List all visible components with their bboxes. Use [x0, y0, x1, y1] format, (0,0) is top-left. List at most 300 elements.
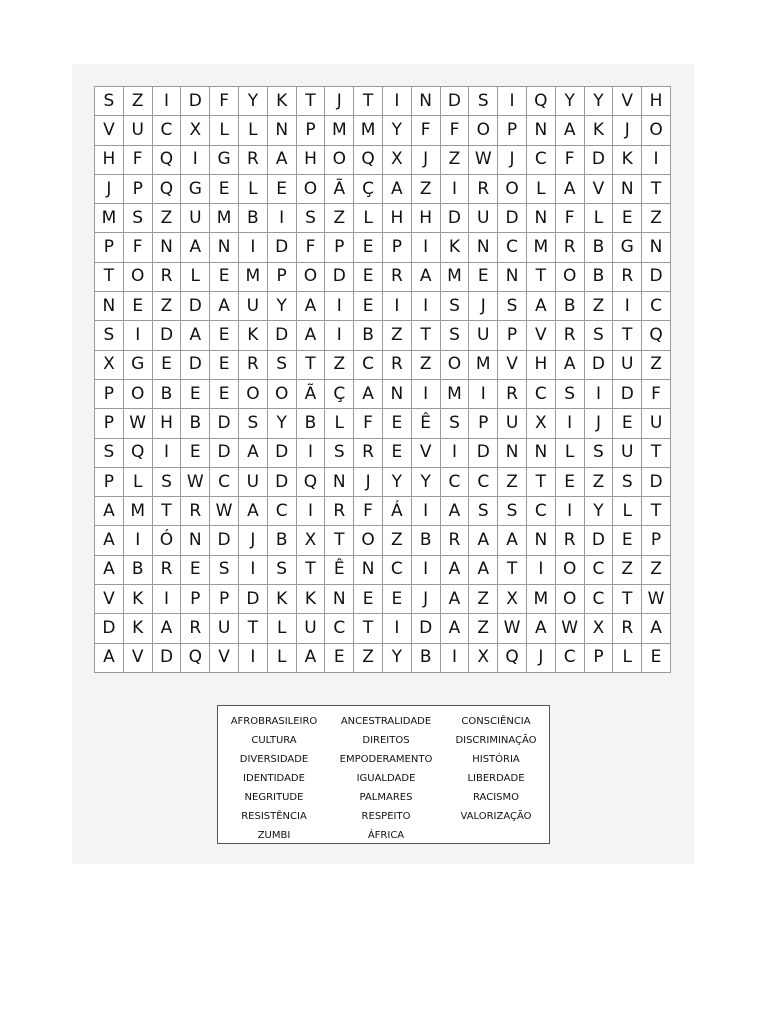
- grid-cell: N: [354, 556, 383, 585]
- grid-cell: N: [95, 292, 124, 321]
- word-list-box: [217, 705, 550, 844]
- grid-cell: E: [354, 233, 383, 262]
- grid-cell: P: [95, 233, 124, 262]
- grid-cell: V: [124, 644, 153, 673]
- grid-cell: C: [441, 468, 470, 497]
- grid-cell: Z: [124, 87, 153, 116]
- grid-cell: M: [95, 204, 124, 233]
- grid-cell: T: [153, 497, 182, 526]
- grid-cell: Q: [498, 644, 527, 673]
- word-list-item: LIBERDADE: [467, 773, 525, 784]
- grid-cell: E: [642, 644, 671, 673]
- grid-cell: D: [268, 439, 297, 468]
- word-list-item: AFROBRASILEIRO: [230, 716, 318, 727]
- grid-cell: A: [383, 175, 412, 204]
- grid-cell: Z: [469, 585, 498, 614]
- grid-cell: A: [441, 556, 470, 585]
- grid-cell: N: [153, 233, 182, 262]
- grid-cell: S: [239, 409, 268, 438]
- grid-cell: L: [210, 116, 239, 145]
- grid-cell: E: [210, 321, 239, 350]
- grid-cell: R: [383, 351, 412, 380]
- grid-cell: D: [325, 263, 354, 292]
- grid-cell: L: [325, 409, 354, 438]
- grid-cell: Q: [354, 146, 383, 175]
- grid-cell: C: [383, 556, 412, 585]
- grid-cell: U: [469, 321, 498, 350]
- grid-cell: C: [354, 351, 383, 380]
- grid-cell: I: [181, 146, 210, 175]
- grid-cell: F: [297, 233, 326, 262]
- word-list-item: EMPODERAMENTO: [339, 754, 433, 765]
- grid-cell: C: [585, 556, 614, 585]
- grid-cell: B: [239, 204, 268, 233]
- grid-cell: N: [412, 87, 441, 116]
- grid-cell: X: [383, 146, 412, 175]
- word-search-grid: [94, 86, 671, 673]
- grid-cell: B: [153, 380, 182, 409]
- word-list-item: NEGRITUDE: [244, 792, 304, 803]
- grid-cell: T: [297, 87, 326, 116]
- grid-cell: S: [441, 409, 470, 438]
- grid-cell: I: [383, 614, 412, 643]
- grid-cell: J: [527, 644, 556, 673]
- grid-cell: G: [210, 146, 239, 175]
- grid-cell: A: [556, 175, 585, 204]
- grid-cell: S: [153, 468, 182, 497]
- grid-cell: P: [124, 175, 153, 204]
- grid-cell: Ê: [412, 409, 441, 438]
- grid-cell: Z: [613, 556, 642, 585]
- grid-cell: R: [153, 556, 182, 585]
- grid-cell: R: [556, 321, 585, 350]
- grid-cell: Ó: [153, 526, 182, 555]
- grid-cell: C: [469, 468, 498, 497]
- grid-cell: I: [441, 439, 470, 468]
- grid-cell: P: [95, 409, 124, 438]
- grid-cell: N: [325, 585, 354, 614]
- grid-cell: I: [268, 204, 297, 233]
- grid-cell: X: [297, 526, 326, 555]
- grid-cell: D: [469, 439, 498, 468]
- grid-cell: U: [181, 204, 210, 233]
- grid-cell: O: [441, 351, 470, 380]
- grid-cell: U: [239, 468, 268, 497]
- grid-cell: S: [268, 556, 297, 585]
- grid-cell: H: [95, 146, 124, 175]
- grid-cell: I: [642, 146, 671, 175]
- grid-cell: O: [556, 263, 585, 292]
- grid-cell: J: [354, 468, 383, 497]
- grid-cell: Z: [153, 292, 182, 321]
- grid-cell: F: [556, 146, 585, 175]
- grid-cell: L: [268, 614, 297, 643]
- grid-cell: A: [527, 614, 556, 643]
- grid-cell: E: [210, 263, 239, 292]
- grid-cell: K: [268, 87, 297, 116]
- grid-cell: R: [181, 497, 210, 526]
- grid-cell: A: [297, 321, 326, 350]
- grid-cell: T: [642, 439, 671, 468]
- grid-cell: U: [642, 409, 671, 438]
- grid-cell: W: [124, 409, 153, 438]
- grid-cell: L: [239, 175, 268, 204]
- grid-cell: S: [124, 204, 153, 233]
- grid-cell: T: [642, 497, 671, 526]
- grid-cell: X: [527, 409, 556, 438]
- grid-cell: E: [383, 585, 412, 614]
- grid-cell: Z: [642, 204, 671, 233]
- grid-cell: D: [210, 409, 239, 438]
- grid-cell: Á: [383, 497, 412, 526]
- grid-cell: X: [498, 585, 527, 614]
- grid-cell: A: [181, 321, 210, 350]
- grid-cell: U: [210, 614, 239, 643]
- grid-cell: D: [268, 233, 297, 262]
- grid-cell: P: [297, 116, 326, 145]
- grid-cell: E: [210, 175, 239, 204]
- grid-cell: B: [181, 409, 210, 438]
- grid-cell: M: [325, 116, 354, 145]
- grid-cell: E: [153, 351, 182, 380]
- grid-cell: I: [383, 87, 412, 116]
- grid-cell: N: [527, 439, 556, 468]
- grid-cell: R: [556, 526, 585, 555]
- grid-cell: A: [556, 351, 585, 380]
- grid-cell: A: [239, 497, 268, 526]
- grid-cell: S: [613, 468, 642, 497]
- grid-cell: Y: [585, 87, 614, 116]
- grid-cell: C: [153, 116, 182, 145]
- grid-cell: N: [498, 263, 527, 292]
- grid-cell: C: [498, 233, 527, 262]
- word-list-item: PALMARES: [359, 792, 413, 803]
- grid-cell: X: [181, 116, 210, 145]
- grid-cell: I: [613, 292, 642, 321]
- grid-cell: N: [469, 233, 498, 262]
- grid-cell: O: [354, 526, 383, 555]
- grid-cell: S: [325, 439, 354, 468]
- grid-cell: T: [642, 175, 671, 204]
- grid-cell: T: [239, 614, 268, 643]
- grid-cell: O: [239, 380, 268, 409]
- grid-cell: U: [613, 439, 642, 468]
- grid-cell: I: [441, 175, 470, 204]
- grid-cell: U: [239, 292, 268, 321]
- grid-cell: S: [95, 321, 124, 350]
- word-list-item: IGUALDADE: [356, 773, 416, 784]
- grid-cell: P: [585, 644, 614, 673]
- grid-cell: T: [325, 526, 354, 555]
- grid-cell: Z: [412, 175, 441, 204]
- grid-cell: L: [613, 644, 642, 673]
- grid-cell: U: [498, 409, 527, 438]
- grid-cell: G: [181, 175, 210, 204]
- grid-cell: D: [613, 380, 642, 409]
- grid-cell: Q: [181, 644, 210, 673]
- grid-cell: L: [527, 175, 556, 204]
- grid-cell: R: [325, 497, 354, 526]
- grid-cell: J: [239, 526, 268, 555]
- grid-cell: P: [383, 233, 412, 262]
- grid-cell: O: [297, 263, 326, 292]
- grid-cell: Z: [325, 204, 354, 233]
- grid-cell: A: [469, 526, 498, 555]
- grid-cell: Z: [642, 556, 671, 585]
- word-list-item: CONSCIÊNCIA: [461, 716, 531, 727]
- grid-cell: D: [585, 146, 614, 175]
- grid-cell: X: [95, 351, 124, 380]
- grid-cell: P: [95, 380, 124, 409]
- word-list-item: RACISMO: [473, 792, 519, 803]
- grid-cell: T: [412, 321, 441, 350]
- grid-cell: D: [412, 614, 441, 643]
- grid-cell: Ç: [354, 175, 383, 204]
- grid-cell: H: [412, 204, 441, 233]
- grid-cell: I: [469, 380, 498, 409]
- grid-cell: M: [124, 497, 153, 526]
- word-list-item: HISTÓRIA: [472, 754, 520, 765]
- grid-cell: Z: [412, 351, 441, 380]
- grid-cell: E: [383, 439, 412, 468]
- grid-cell: N: [613, 175, 642, 204]
- grid-cell: I: [153, 439, 182, 468]
- grid-cell: L: [354, 204, 383, 233]
- grid-cell: N: [325, 468, 354, 497]
- grid-cell: L: [585, 204, 614, 233]
- grid-cell: J: [585, 409, 614, 438]
- grid-cell: U: [124, 116, 153, 145]
- grid-cell: N: [181, 526, 210, 555]
- grid-cell: N: [268, 116, 297, 145]
- grid-cell: E: [210, 380, 239, 409]
- grid-cell: S: [441, 292, 470, 321]
- grid-cell: P: [95, 468, 124, 497]
- grid-cell: Y: [268, 409, 297, 438]
- word-list-item: VALORIZAÇÃO: [460, 811, 532, 822]
- grid-cell: H: [527, 351, 556, 380]
- grid-cell: E: [613, 409, 642, 438]
- grid-cell: V: [95, 116, 124, 145]
- grid-cell: W: [210, 497, 239, 526]
- grid-cell: Z: [585, 292, 614, 321]
- grid-cell: Q: [297, 468, 326, 497]
- grid-cell: Q: [124, 439, 153, 468]
- grid-cell: D: [181, 351, 210, 380]
- grid-cell: B: [297, 409, 326, 438]
- word-list-item: DISCRIMINAÇÃO: [455, 735, 537, 746]
- grid-cell: C: [527, 380, 556, 409]
- grid-cell: I: [441, 644, 470, 673]
- grid-cell: S: [585, 439, 614, 468]
- grid-cell: T: [354, 614, 383, 643]
- word-list-column-2: [330, 712, 442, 845]
- grid-cell: I: [412, 497, 441, 526]
- grid-cell: D: [210, 526, 239, 555]
- grid-cell: S: [268, 351, 297, 380]
- grid-cell: C: [527, 146, 556, 175]
- grid-cell: S: [556, 380, 585, 409]
- grid-cell: M: [441, 263, 470, 292]
- grid-cell: I: [325, 321, 354, 350]
- grid-cell: C: [585, 585, 614, 614]
- grid-cell: I: [412, 292, 441, 321]
- grid-cell: I: [412, 556, 441, 585]
- grid-cell: A: [95, 644, 124, 673]
- grid-cell: A: [498, 526, 527, 555]
- grid-cell: D: [210, 439, 239, 468]
- grid-cell: S: [95, 87, 124, 116]
- grid-cell: M: [469, 351, 498, 380]
- grid-cell: S: [498, 292, 527, 321]
- grid-cell: I: [498, 87, 527, 116]
- grid-cell: O: [556, 556, 585, 585]
- grid-cell: U: [469, 204, 498, 233]
- grid-cell: I: [153, 585, 182, 614]
- word-list-column-1: [218, 712, 330, 845]
- grid-cell: E: [325, 644, 354, 673]
- grid-cell: E: [613, 204, 642, 233]
- grid-cell: I: [585, 380, 614, 409]
- grid-cell: O: [124, 263, 153, 292]
- grid-cell: D: [441, 204, 470, 233]
- grid-cell: K: [124, 614, 153, 643]
- grid-cell: M: [441, 380, 470, 409]
- grid-cell: R: [354, 439, 383, 468]
- grid-cell: T: [354, 87, 383, 116]
- grid-cell: X: [585, 614, 614, 643]
- grid-cell: B: [124, 556, 153, 585]
- grid-cell: W: [181, 468, 210, 497]
- grid-cell: Y: [412, 468, 441, 497]
- grid-cell: K: [297, 585, 326, 614]
- grid-cell: E: [469, 263, 498, 292]
- grid-cell: E: [556, 468, 585, 497]
- grid-cell: W: [469, 146, 498, 175]
- grid-cell: K: [613, 146, 642, 175]
- grid-cell: Z: [383, 526, 412, 555]
- grid-cell: D: [95, 614, 124, 643]
- grid-cell: I: [383, 292, 412, 321]
- grid-cell: Y: [383, 468, 412, 497]
- grid-cell: N: [498, 439, 527, 468]
- grid-cell: I: [412, 233, 441, 262]
- grid-cell: K: [441, 233, 470, 262]
- grid-cell: H: [297, 146, 326, 175]
- grid-cell: J: [95, 175, 124, 204]
- grid-cell: D: [153, 321, 182, 350]
- grid-cell: T: [613, 321, 642, 350]
- grid-cell: A: [181, 233, 210, 262]
- grid-cell: Ã: [325, 175, 354, 204]
- grid-cell: Z: [325, 351, 354, 380]
- grid-cell: S: [210, 556, 239, 585]
- grid-cell: O: [469, 116, 498, 145]
- grid-cell: Z: [498, 468, 527, 497]
- grid-cell: O: [297, 175, 326, 204]
- grid-cell: O: [498, 175, 527, 204]
- grid-cell: E: [210, 351, 239, 380]
- word-list-item: ÁFRICA: [367, 830, 405, 841]
- grid-cell: T: [527, 263, 556, 292]
- grid-cell: T: [95, 263, 124, 292]
- grid-cell: N: [383, 380, 412, 409]
- grid-cell: R: [383, 263, 412, 292]
- grid-cell: S: [585, 321, 614, 350]
- grid-cell: P: [268, 263, 297, 292]
- grid-cell: F: [210, 87, 239, 116]
- grid-cell: L: [268, 644, 297, 673]
- grid-cell: R: [613, 614, 642, 643]
- grid-cell: R: [153, 263, 182, 292]
- grid-cell: T: [498, 556, 527, 585]
- grid-cell: Ê: [325, 556, 354, 585]
- grid-cell: A: [441, 614, 470, 643]
- grid-cell: Z: [383, 321, 412, 350]
- grid-cell: A: [412, 263, 441, 292]
- grid-cell: M: [527, 585, 556, 614]
- grid-cell: F: [124, 233, 153, 262]
- grid-cell: D: [642, 263, 671, 292]
- word-list-item: ANCESTRALIDADE: [340, 716, 432, 727]
- grid-cell: B: [556, 292, 585, 321]
- grid-cell: Z: [354, 644, 383, 673]
- grid-cell: D: [181, 292, 210, 321]
- grid-cell: A: [527, 292, 556, 321]
- grid-cell: Q: [153, 146, 182, 175]
- grid-cell: E: [268, 175, 297, 204]
- grid-cell: P: [642, 526, 671, 555]
- grid-cell: U: [613, 351, 642, 380]
- grid-cell: F: [354, 409, 383, 438]
- grid-cell: E: [181, 380, 210, 409]
- grid-cell: D: [268, 468, 297, 497]
- grid-cell: R: [469, 175, 498, 204]
- grid-cell: E: [354, 585, 383, 614]
- grid-cell: Z: [153, 204, 182, 233]
- grid-cell: I: [297, 497, 326, 526]
- grid-cell: J: [498, 146, 527, 175]
- grid-cell: V: [498, 351, 527, 380]
- grid-cell: P: [469, 409, 498, 438]
- grid-cell: R: [239, 351, 268, 380]
- word-list-item: DIREITOS: [362, 735, 410, 746]
- grid-cell: I: [239, 644, 268, 673]
- grid-cell: S: [297, 204, 326, 233]
- grid-cell: O: [268, 380, 297, 409]
- grid-cell: P: [498, 116, 527, 145]
- grid-cell: D: [268, 321, 297, 350]
- grid-cell: A: [642, 614, 671, 643]
- grid-cell: W: [556, 614, 585, 643]
- grid-cell: N: [527, 204, 556, 233]
- grid-cell: L: [124, 468, 153, 497]
- grid-cell: K: [124, 585, 153, 614]
- grid-cell: A: [95, 497, 124, 526]
- grid-cell: R: [441, 526, 470, 555]
- grid-cell: L: [556, 439, 585, 468]
- grid-cell: A: [268, 146, 297, 175]
- grid-cell: J: [412, 146, 441, 175]
- grid-cell: S: [469, 87, 498, 116]
- grid-cell: K: [268, 585, 297, 614]
- grid-cell: L: [239, 116, 268, 145]
- grid-cell: F: [642, 380, 671, 409]
- grid-cell: U: [297, 614, 326, 643]
- grid-cell: E: [181, 556, 210, 585]
- grid-cell: R: [498, 380, 527, 409]
- grid-cell: I: [325, 292, 354, 321]
